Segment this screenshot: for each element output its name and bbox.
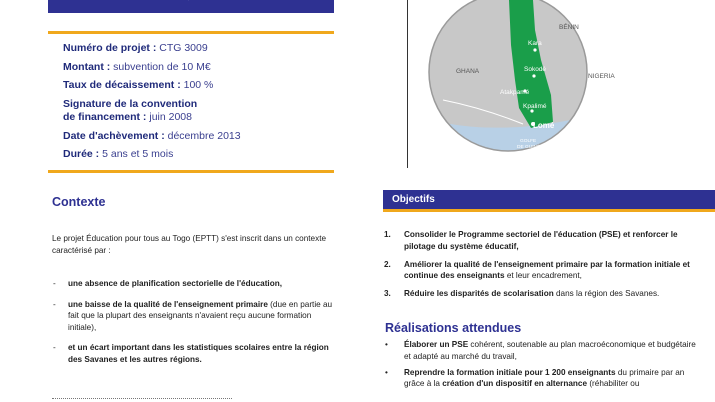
contexte-list (52, 278, 340, 375)
list-item: 3. Réduire les disparités de scolarisation dans la région des Savanes. (384, 289, 660, 299)
label-benin: BÉNIN (559, 24, 579, 31)
header-glyph: ′ (188, 0, 190, 6)
list-item: 2. Améliorer la qualité de l'enseignement primaire par la formation initiale et continue des enseignants et leur encadrement, (384, 259, 690, 281)
realisations-heading: Réalisations attendues (385, 321, 522, 335)
label-sokode: Sokodé (524, 66, 547, 73)
divider-top (48, 31, 334, 34)
fact-row: Date d'achèvement : décembre 2013 (63, 129, 241, 142)
fact-row: Taux de décaissement : 100 % (63, 79, 214, 92)
fact-row: Durée : 5 ans et 5 mois (63, 148, 174, 161)
fact-row: Montant : subvention de 10 M€ (63, 60, 211, 73)
objectifs-list (383, 229, 698, 306)
togo-map (383, 0, 715, 190)
map-svg (383, 0, 715, 190)
objectifs-heading: Objectifs (392, 194, 435, 205)
list-item: • Reprendre la formation initiale pour 1 200 enseignants du primaire par an grâce à la création d'un dispositif en alternance (réhabiliter ou (385, 367, 685, 389)
list-item: • Élaborer un PSE cohérent, soutenable au plan macroéconomique et budgétaire et adapté au marché du travail, (385, 340, 696, 361)
label-kara: Kara (528, 40, 542, 47)
list-item: - et un écart important dans les statistiques scolaires entre la région des Savanes et les autres régions. (53, 343, 329, 364)
realisations-list (383, 339, 698, 394)
project-facts (63, 42, 333, 167)
city-dot (532, 74, 535, 77)
objectifs-header (383, 190, 715, 212)
fact-row: Signature de la convention de financement : juin 2008 (63, 97, 198, 124)
list-item: - une absence de planification sectorielle de l'éducation, (53, 279, 282, 288)
header-bar (48, 0, 334, 13)
label-golfe: GOLFE (520, 139, 537, 144)
label-kpalime: Kpalimé (523, 103, 547, 110)
divider-bottom (48, 170, 334, 173)
label-ghana: GHANA (456, 68, 480, 75)
list-item: 1. Consolider le Programme sectoriel de l'éducation (PSE) et renforcer le pilotage du système éducatif, (384, 230, 678, 251)
contexte-intro: Le projet Éducation pour tous au Togo (EPTT) s'est inscrit dans un contexte caractérisé par : (52, 234, 327, 255)
label-nigeria: NIGERIA (588, 73, 615, 80)
section-divider (52, 398, 232, 402)
contexte-heading: Contexte (52, 195, 106, 209)
label-guinee: DE GUINÉE (517, 145, 544, 150)
fact-row: Numéro de projet : CTG 3009 (63, 42, 208, 54)
list-item: - une baisse de la qualité de l'enseignement primaire (due en partie au fait que la plupart des enseignants n'avaient reçu aucune formation initiale), (53, 299, 333, 332)
label-lome: Lomé (533, 121, 555, 130)
city-dot (533, 48, 536, 51)
label-atakpame: Atakpamé (500, 89, 530, 96)
